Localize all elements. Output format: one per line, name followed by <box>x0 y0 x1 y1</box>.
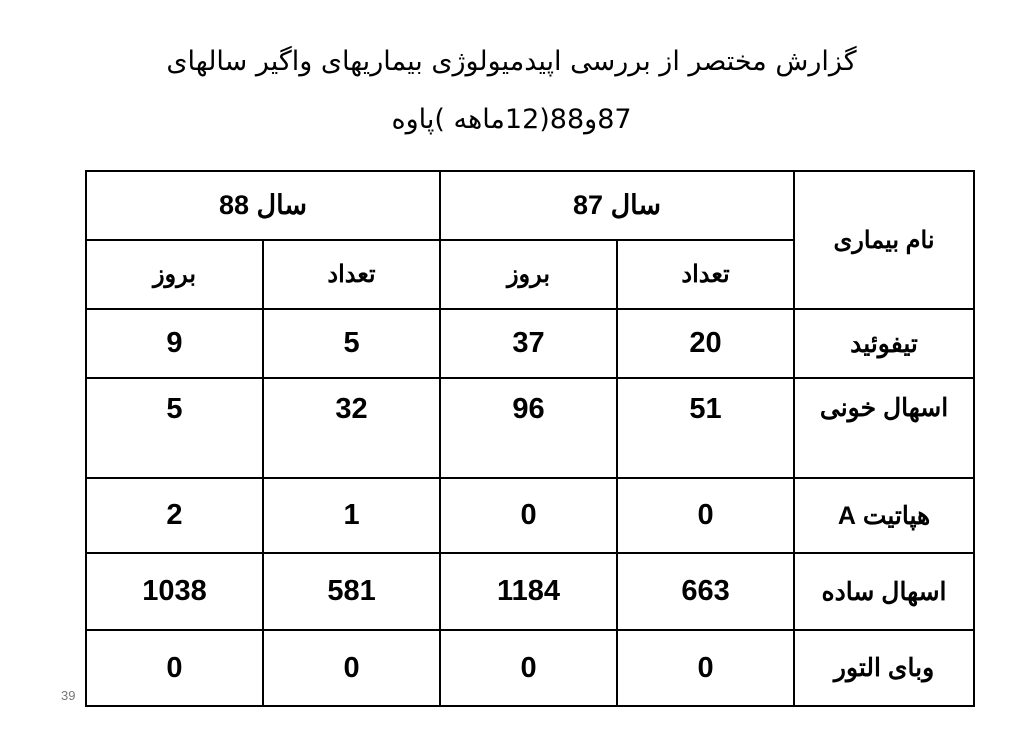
y88-incidence-cell: 2 <box>86 478 263 553</box>
disease-name-cell: تیفوئید <box>794 309 974 378</box>
y88-count-header: تعداد <box>263 240 440 309</box>
y88-count-cell: 5 <box>263 309 440 378</box>
disease-name-cell: اسهال ساده <box>794 553 974 630</box>
year-87-header: سال 87 <box>440 171 794 240</box>
y87-count-cell: 0 <box>617 630 794 706</box>
disease-name-cell: اسهال خونی <box>794 378 974 478</box>
y88-incidence-cell: 0 <box>86 630 263 706</box>
table-row <box>86 478 974 553</box>
y87-count-cell: 663 <box>617 553 794 630</box>
disease-name-cell: هپاتیت A <box>794 478 974 553</box>
y88-incidence-cell: 1038 <box>86 553 263 630</box>
y88-incidence-cell: 5 <box>86 378 263 478</box>
y87-count-cell: 20 <box>617 309 794 378</box>
y88-count-cell: 32 <box>263 378 440 478</box>
table-row <box>86 553 974 630</box>
y87-incidence-cell: 1184 <box>440 553 617 630</box>
year-header-row <box>86 171 974 240</box>
slide-title-line-2: 87و88(12ماهه )پاوه <box>391 104 632 135</box>
disease-name-header: نام بیماری <box>794 171 974 309</box>
year-88-header: سال 88 <box>86 171 440 240</box>
y88-count-cell: 1 <box>263 478 440 553</box>
slide-title-line-1: گزارش مختصر از بررسی اپیدمیولوژی بیماریهای واگیر سالهای <box>166 46 857 77</box>
y87-count-cell: 0 <box>617 478 794 553</box>
y87-incidence-cell: 96 <box>440 378 617 478</box>
y88-count-cell: 0 <box>263 630 440 706</box>
y87-count-header: تعداد <box>617 240 794 309</box>
y88-incidence-header: بروز <box>86 240 263 309</box>
y87-count-cell: 51 <box>617 378 794 478</box>
disease-report-table <box>85 170 975 707</box>
y88-count-cell: 581 <box>263 553 440 630</box>
y87-incidence-cell: 0 <box>440 478 617 553</box>
table-row <box>86 630 974 706</box>
y87-incidence-cell: 37 <box>440 309 617 378</box>
table-row <box>86 378 974 478</box>
table-row <box>86 309 974 378</box>
y87-incidence-cell: 0 <box>440 630 617 706</box>
disease-name-cell: وبای التور <box>794 630 974 706</box>
slide-page-number: 39 <box>61 688 76 703</box>
y87-incidence-header: بروز <box>440 240 617 309</box>
y88-incidence-cell: 9 <box>86 309 263 378</box>
